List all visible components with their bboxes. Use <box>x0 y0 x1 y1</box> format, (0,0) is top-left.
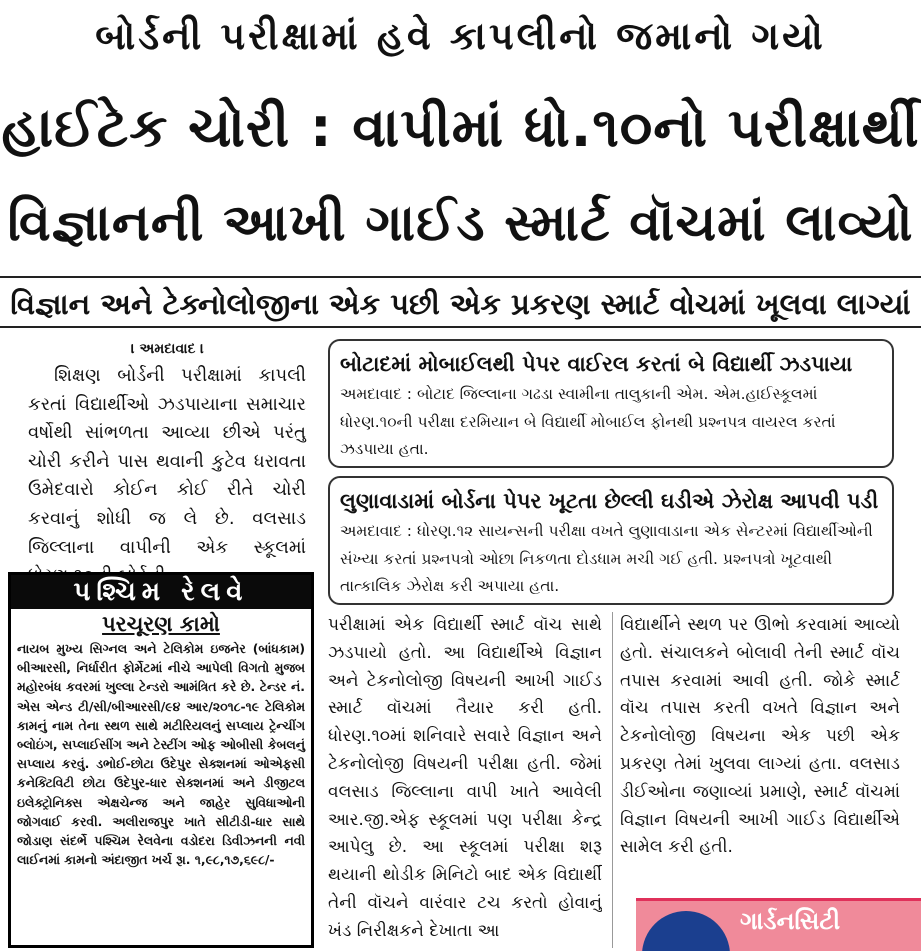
sidebar-news-box-botad <box>328 339 894 468</box>
box-title: બોટાદમાં મોબાઈલથી પેપર વાઈરલ કરતાં બે વિદ્યાર્થી ઝડપાયા <box>340 352 853 376</box>
lead-article-column <box>28 362 306 591</box>
article-column-3: વિદ્યાર્થીને સ્થળ પર ઊભો કરવામાં આવ્યો હતો. સંચાલકને બોલાવી તેની સ્માર્ટ વૉચ તપાસ કરવામાં આવી હતી. જોકે સ્માર્ટ વૉચ તપાસ કરતી વખતે વિજ્ઞાન અને ટેકનોલોજી વિષયના એક પછી એક પ્રકરણ તેમાં ખુલવા લાગ્યાં હતા. વલસાડ ડીઈઓના જણાવ્યાં પ્રમાણે, સ્માર્ટ વૉચમાં વિજ્ઞાન વિષયની આખી ગાઈડ વિદ્યાર્થીએ સામેલ કરી હતી. <box>620 615 900 858</box>
logo-emblem-icon <box>642 911 730 951</box>
column-divider <box>612 612 613 948</box>
sidebar-news-box-lunawada <box>328 476 894 605</box>
ad-body-text: નાયબ મુખ્ય સિગ્નલ અને ટેલિકોમ ઇજનેર (બાંધકામ) બીઆરસી, નિર્ધારીત ફોર્મેટમાં નીચે આપેલી વિગતો મુજબ મહોરબંધ કવરમાં ખુલ્લા ટેન્ડરો આમંત્રિત કરે છે. ટેન્ડર નં. એસ એન્ડ ટી/સી/બીઆરસી/૯૪ આર/૨૦૧૮-૧૯ ટેલિકોમ કામનું નામ તેના સ્થળ સાથે મટીરિયલનું સપ્લાય ટ્રેન્ચીંગ બ્લોઇંગ, સપ્લાઈસીંગ અને ટેસ્ટીંગ ઓફ ઓબીસી કેબલનું સપ્લાય કરવું. ડભોઈ-છોટા ઉદેપુર સેક્શનમાં ઓએફસી કનેક્ટિવિટી છોટા ઉદેપુર-ધાર સેક્શનમાં અને ડીજીટલ ઇલેક્ટ્રોનિક્સ એક્ષચેન્જ અને જાહેર સુવિધાઓની જોગવાઈ કરવી. અલીરાજપુર ખાતે સીટીડી-ધાર સાથે જોડાણ સંદર્ભે પશ્ચિમ રેલવેના વડોદરા ડિવીઝનની નવી લાઈનમાં કામનો અંદાજીત ખર્ચ રૂા. ૧,૯૮,૧૭,૬૯૮/- <box>17 641 305 868</box>
advertiser-logo-banner <box>636 898 921 951</box>
main-headline-line-1: હાઈટેક ચોરી : વાપીમાં ધો.૧૦નો પરીક્ષાર્થી <box>1 96 920 159</box>
dateline: । અમદાવાદ । <box>130 341 205 357</box>
article-column-2: પરીક્ષામાં એક વિદ્યાર્થી સ્માર્ટ વૉચ સાથે ઝડપાયો હતો. આ વિદ્યાર્થીએ વિજ્ઞાન અને ટેકનોલોજી વિષયની આખી ગાઈડ સ્માર્ટ વૉચમાં તૈયાર કરી હતી. ધોરણ.૧૦માં શનિવારે સવારે વિજ્ઞાન અને ટેકનોલોજી વિષયની પરીક્ષા હતી. જેમાં વલસાડ જિલ્લાના વાપી ખાતે આવેલી આર.જી.એફ સ્કૂલમાં પણ પરીક્ષા કેન્દ્ર આપેલુ છે. આ સ્કૂલમાં પરીક્ષા શરૂ થયાની થોડીક મિનિટો બાદ એક વિદ્યાર્થી તેની વૉચને વારંવાર ટચ કરતો હોવાનું ખંડ નિરીક્ષકને દેખાતા આ <box>328 615 602 941</box>
logo-text: ગાર્ડનસિટી <box>740 907 841 935</box>
box-text: અમદાવાદ : ધોરણ.૧૨ સાયન્સની પરીક્ષા વખતે લુણાવાડાના એક સેન્ટરમાં વિદ્યાર્થીઓની સંખ્યા કરતાં પ્રશ્નપત્રો ઓછા નિકળતા દોડધામ મચી ગઈ હતી. પ્રશ્નપત્રો ખૂટવાથી તાત્કાલિક ઝેરોક્ષ કરી અપાયા હતા. <box>340 522 873 595</box>
ad-header: પશ્ચિમ રેલવે <box>11 575 311 609</box>
lead-paragraph: શિક્ષણ બોર્ડની પરીક્ષામાં કાપલી કરતાં વિદ્યાર્થીઓ ઝડપાયાના સમાચાર વર્ષોથી સાંભળતા આવ્યા છીએ પરંતુ ચોરી કરીને પાસ થવાની કુટેવ ધરાવતા ઉમેદવારો કોઈન કોઈ રીતે ચોરી કરવાનું શોધી જ લે છે. વલસાડ જિલ્લાના વાપીની એક સ્કૂલમાં <box>28 365 306 558</box>
main-headline-line-2: વિજ્ઞાનની આખી ગાઈડ સ્માર્ટ વૉચમાં લાવ્યો <box>7 194 914 253</box>
railway-tender-advertisement <box>8 572 314 948</box>
ad-subheader: પરચૂરણ કામો <box>102 612 220 636</box>
box-text: અમદાવાદ : બોટાદ જિલ્લાના ગઢડા સ્વામીના તાલુકાની એમ. એમ.હાઈસ્કૂલમાં ધોરણ.૧૦ની પરીક્ષા દરમિયાન બે વિદ્યાર્થી મોબાઈલ ફોનથી પ્રશ્નપત્ર વાયરલ કરતાં ઝડપાયા હતા. <box>340 385 836 458</box>
box-title: લુણાવાડામાં બોર્ડના પેપર ખૂટતા છેલ્લી ઘડીએ ઝેરોક્ષ આપવી પડી <box>340 489 879 513</box>
subheadline: વિજ્ઞાન અને ટેક્નોલોજીના એક પછી એક પ્રકરણ સ્માર્ટ વોચમાં ખૂલવા લાગ્યાં <box>0 276 921 328</box>
kicker-headline: બોર્ડની પરીક્ષામાં હવે કાપલીનો જમાનો ગયો <box>95 14 826 58</box>
